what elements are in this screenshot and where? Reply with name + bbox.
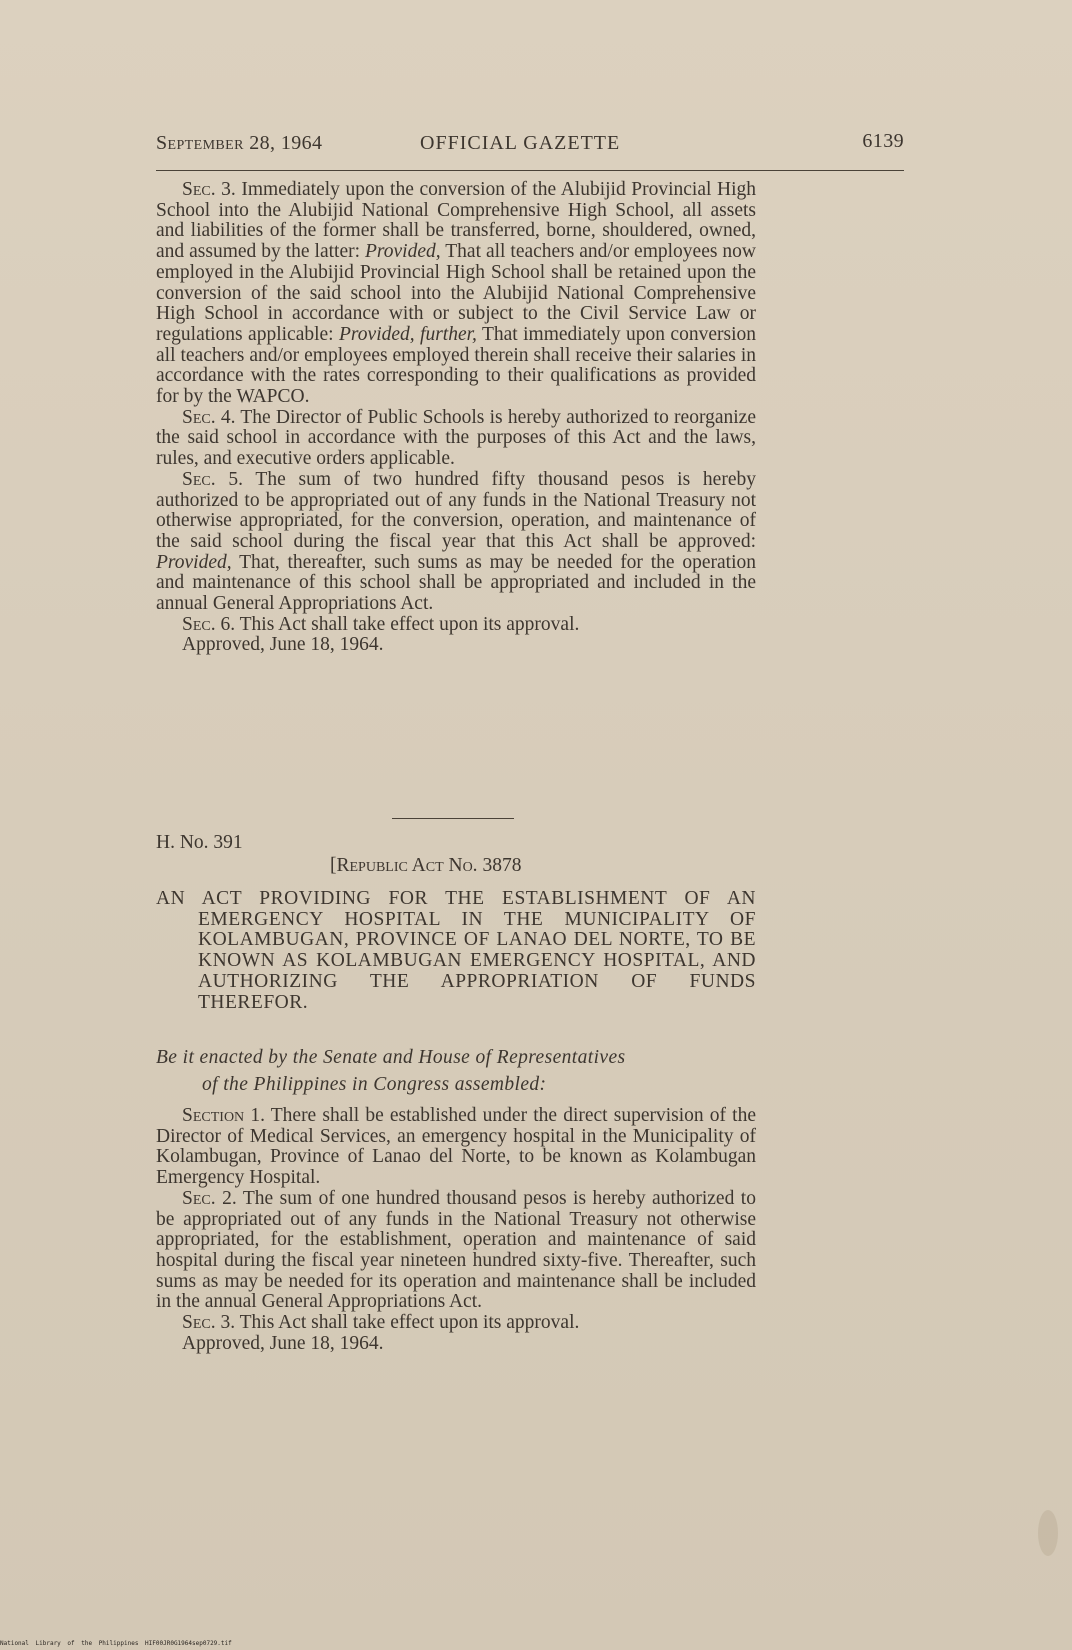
act-body xyxy=(156,1106,756,1354)
section-4-paragraph xyxy=(156,408,756,470)
proviso-italic: Provided, xyxy=(364,241,441,263)
act-title: AN ACT PROVIDING FOR THE ESTABLISHMENT OF AN EMERGENCY HOSPITAL IN THE MUNICIPALITY OF KOLAMBUGAN, PROVINCE OF LANAO DEL NORTE, TO BE KNOWN AS KOLAMBUGAN EMERGENCY HOSPITAL, AND AUTHORIZING THE APPROPRIATION OF FUNDS THEREFOR. xyxy=(156,888,756,1013)
enacting-clause xyxy=(156,1044,756,1098)
section-2-paragraph xyxy=(156,1189,756,1313)
section-text: The sum of two hundred fifty thousand pesos is hereby authorized to be appropriated out of any funds in the National Treasury not otherwise appropriated, for the conversion, operation, and maintenance of the said school during the fiscal year that this Act shall be approved: xyxy=(156,468,756,552)
section-label: Sec. 2. xyxy=(182,1187,237,1209)
proviso-italic: Provided, xyxy=(156,551,232,573)
house-bill-number: H. No. 391 xyxy=(156,832,243,853)
section-text: That immediately upon conversion all teachers and/or employees employed therein shall receive their salaries in accordance with the rates corresponding to their qualifications as provided for by the WAPCO. xyxy=(156,323,756,408)
section-5-paragraph xyxy=(156,470,756,615)
header-title: OFFICIAL GAZETTE xyxy=(420,132,621,154)
section-text: The sum of one hundred thousand pesos is hereby authorized to be appropriated out of any funds in the National Treasury not otherwise appropriated, for the establishment, operation and maintenance of said hospital during the fiscal year nineteen hundred sixty-five. Thereafter, such sums as may be needed for its operation and maintenance shall be included in the annual General Appropriations Act. xyxy=(156,1187,756,1313)
section-text: There shall be established under the direct supervision of the Director of Medical Services, an emergency hospital in the Municipality of Kolambugan, Province of Lanao del Norte, to be known as Kolambugan Emergency Hospital. xyxy=(156,1105,756,1189)
act-continuation xyxy=(156,180,756,656)
section-text: The Director of Public Schools is hereby authorized to reorganize the said school in accordance with the purposes of this Act and the laws, rules, and executive orders applicable. xyxy=(156,406,756,470)
bracket: [ xyxy=(330,855,337,876)
section-text: Immediately upon the conversion of the Alubijid Provincial High School into the Alubijid National Comprehensive High School, all assets and liabilities of the former shall be transferred, borne, shouldered, owned, and assumed by the latter: xyxy=(156,179,756,263)
page-number: 6139 xyxy=(862,130,904,152)
republic-act-number xyxy=(330,855,521,877)
scan-footer: National Library of the Philippines HIF00JR0G1964sep0729.tif xyxy=(0,1640,232,1647)
header-date: September 28, 1964 xyxy=(156,132,323,154)
section-label: Sec. 6. xyxy=(182,613,236,635)
section-1-paragraph xyxy=(156,1106,756,1189)
republic-act-digits: 3878 xyxy=(477,855,522,876)
section-label: Sec. 3. xyxy=(182,1312,236,1334)
section-label: Sec. 4. xyxy=(182,406,236,428)
section-text: That, thereafter, such sums as may be needed for the operation and maintenance of this school shall be appropriated and included in the annual General Appropriations Act. xyxy=(156,551,756,615)
section-text: This Act shall take effect upon its approval. xyxy=(235,613,580,635)
approval-line: Approved, June 18, 1964. xyxy=(182,1332,384,1354)
approval-line: Approved, June 18, 1964. xyxy=(182,634,384,656)
section-label: Sec. 5. xyxy=(182,468,244,490)
section-text: That all teachers and/or employees now employed in the Alubijid Provincial High School shall be retained upon the conversion of the said school into the Alubijid National Comprehensive High School in accordance with or subject to the Civil Service Law or regulations applicable: xyxy=(156,241,757,345)
page-header xyxy=(156,132,904,162)
header-rule xyxy=(156,170,904,171)
separator-rule xyxy=(392,818,514,819)
section-label: Section 1. xyxy=(182,1105,265,1126)
section-label: Sec. 3. xyxy=(182,179,236,200)
section-3-paragraph xyxy=(156,1313,756,1334)
republic-act-label: Republic Act No. xyxy=(336,855,478,876)
proviso-italic: Provided, further, xyxy=(339,323,477,345)
section-3-paragraph xyxy=(156,180,756,408)
enacting-clause-line-2: of the Philippines in Congress assembled: xyxy=(202,1074,547,1095)
paper-stain xyxy=(1038,1510,1058,1556)
section-text: This Act shall take effect upon its approval. xyxy=(235,1312,580,1334)
enacting-clause-line-1: Be it enacted by the Senate and House of Representatives xyxy=(156,1047,626,1068)
section-6-paragraph xyxy=(156,615,756,636)
